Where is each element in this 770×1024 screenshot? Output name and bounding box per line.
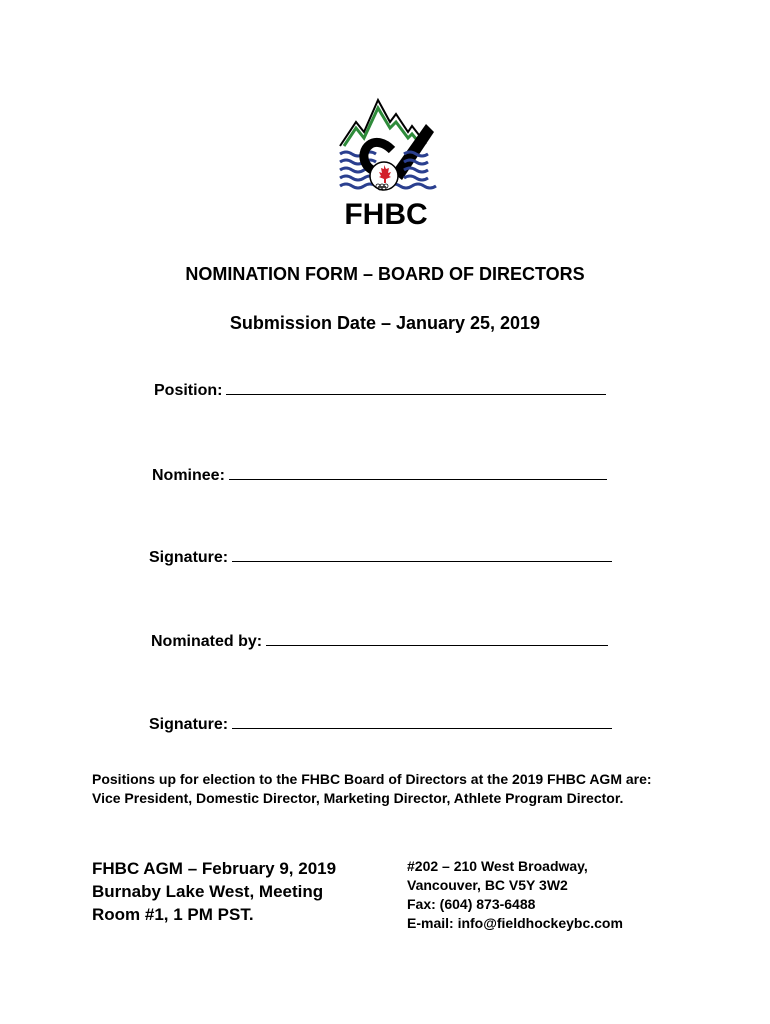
agm-details <box>92 857 382 926</box>
signature-label-2: Signature: <box>149 716 229 733</box>
address-line-2: Vancouver, BC V5Y 3W2 <box>407 877 568 893</box>
position-label: Position: <box>154 382 223 399</box>
nominated-by-blank[interactable] <box>266 631 608 646</box>
logo-text: FHBC <box>344 198 428 230</box>
nominee-blank[interactable] <box>229 465 607 480</box>
email-address: E-mail: info@fieldhockeybc.com <box>407 915 623 931</box>
signature-blank-2[interactable] <box>232 714 612 729</box>
fhbc-logo <box>334 92 438 230</box>
agm-line-2: Burnaby Lake West, Meeting <box>92 882 324 901</box>
signature-blank-1[interactable] <box>232 547 612 562</box>
nominated-by-label: Nominated by: <box>151 633 263 650</box>
submission-date: Submission Date – January 25, 2019 <box>229 313 541 333</box>
address-line-1: #202 – 210 West Broadway, <box>407 858 588 874</box>
form-title: NOMINATION FORM – BOARD OF DIRECTORS <box>185 264 585 284</box>
fax-number: Fax: (604) 873-6488 <box>407 896 536 912</box>
signature-field-2[interactable] <box>149 714 612 734</box>
position-field[interactable] <box>154 380 606 400</box>
nominee-label: Nominee: <box>152 467 225 484</box>
nominee-field[interactable] <box>152 465 607 485</box>
election-note: Positions up for election to the FHBC Board of Directors at the 2019 FHBC AGM are: Vice President, Domestic Director, Marketing Director, Athlete Program Director. <box>92 771 652 806</box>
position-blank[interactable] <box>226 380 606 395</box>
agm-line-1: FHBC AGM – February 9, 2019 <box>92 859 337 878</box>
signature-label-1: Signature: <box>149 549 229 566</box>
signature-field-1[interactable] <box>149 547 612 567</box>
contact-details <box>407 857 727 933</box>
agm-line-3: Room #1, 1 PM PST. <box>92 905 254 924</box>
nominated-by-field[interactable] <box>151 631 608 651</box>
